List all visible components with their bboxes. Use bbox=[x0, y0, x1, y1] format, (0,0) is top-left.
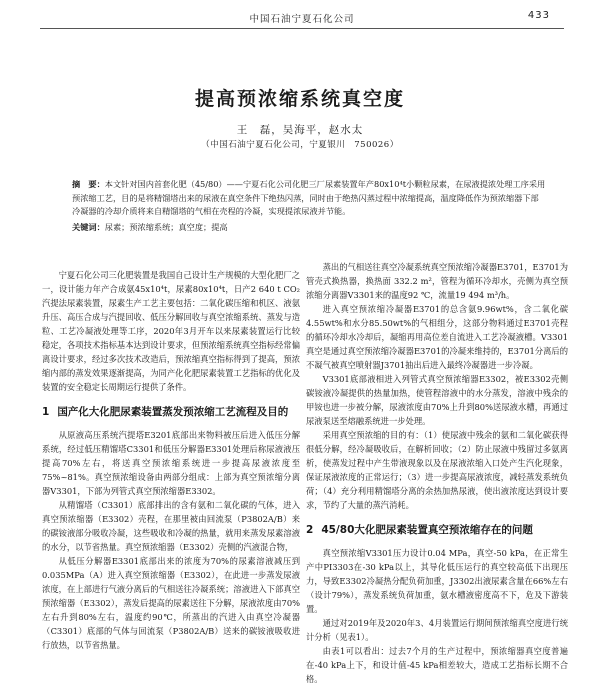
article-title: 提高预浓缩系统真空度 bbox=[194, 88, 405, 110]
right-column bbox=[306, 260, 568, 686]
affiliation: （中国石油宁夏石化公司，宁夏银川 750026） bbox=[201, 140, 399, 150]
keywords-label: 关键词： bbox=[72, 221, 105, 232]
abstract-block bbox=[72, 178, 546, 234]
section-2-paragraph-1: 真空预浓缩V3301压力设计0.04 MPa，真空-50 kPa，在正常生产中PI3303在-30 kPa以上，其导化低压运行的真空较高低下出现压力，导致E3302冷凝热分配负荷加重，J3302出液尿素含量在66%左右（设计79%），蒸发系统负荷加重，氨水槽液密度高不下，危及下游装置。 bbox=[306, 548, 568, 614]
right-paragraph-4: 采用真空预浓缩的目的有：（1）使尿液中残余的氨和二氧化碳获得很低分解，经冷凝吸收后，在解析回收；（2）防止尿液中残留过多氨离析，使蒸发过程中产生带液现象以及在尿液浓缩入口处产生汽化现象，保证尿液浓度的正常运行；（3）进一步提高尿液浓度，减轻蒸发系统负荷；（4）充分利用精馏塔分离的余热加热尿液，使出液浓度达到设计要求，节约了大量的蒸汽消耗。 bbox=[306, 430, 568, 510]
section-1-number: 1 bbox=[42, 406, 50, 418]
page-number: 433 bbox=[527, 10, 550, 21]
right-paragraph-2: 进入真空预浓缩冷凝器E3701的总含氨9.96wt%，含二氧化碳4.55wt%和水分85.50wt%的气相组分，这部分物料通过E3701壳程的循环冷却水冷却后，凝缩再用高位差自流进入工艺冷凝液槽。V3301真空是通过真空预浓缩冷凝器E3701的冷凝来维持的，E3701分离后的不凝气被真空喷射器J3701抽出后进入最终冷凝器进一步冷凝。 bbox=[306, 304, 568, 370]
section-1-heading bbox=[42, 404, 300, 420]
section-2-heading bbox=[306, 522, 568, 538]
abstract bbox=[72, 178, 546, 219]
journal-name: 中国石油宁夏石化公司 bbox=[249, 14, 355, 25]
keywords-text: 尿素；预浓缩系统；真空度；提高 bbox=[104, 221, 228, 232]
section-2-title: 45/80大化肥尿素装置真空预浓缩存在的问题 bbox=[321, 524, 533, 536]
left-column bbox=[42, 268, 300, 652]
section-2-paragraph-3: 由表1可以看出：过去7个月的生产过程中，预浓缩器真空度普遍在-40 kPa上下，和设计值-45 kPa相差较大，造成工艺指标长期不合格。 bbox=[306, 646, 568, 684]
section-1-paragraph-1: 从原液高压系统汽提塔E3201底部出来物料被压后进入低压分解系统，经过低压精馏塔C3301和低压分解器E3301处理后称尿液液压提高70%左右，将送真空预浓缩系统进一步提高尿液浓度至75%~81%。真空预浓缩设备由两部分组成：上部为真空预浓缩分离器V3301，下部为列管式真空预浓缩器E3302。 bbox=[42, 430, 300, 496]
abstract-label: 摘 要： bbox=[72, 179, 105, 189]
keywords bbox=[72, 221, 546, 235]
abstract-text: 本文针对国内首套化肥（45/80）——宁夏石化公司化肥三厂尿素装置年产80x10⁴t小颗粒尿素，在尿液提浓处理工序采用预浓缩工艺，目的是将精馏塔出来的尿液在真空条件下绝热闪蒸，同时由于绝热闪蒸过程中浓缩提高，温度降低作为预浓缩器下部冷凝器的冷却介质将来自精馏塔的气相在壳程的冷凝，实现提浓尿液并节能。 bbox=[72, 179, 546, 216]
right-paragraph-1: 蒸出的气相送往真空冷凝系统真空预浓缩冷凝器E3701，E3701为管壳式换热器，换热面 332.2 m²，管程为循环冷却水，壳侧为真空预浓缩分离器V3301来的温度92 ℃，流量19 494 m³/h。 bbox=[306, 262, 568, 300]
author-list: 王 磊，吴海平，赵水太 bbox=[236, 124, 364, 136]
intro-paragraph: 宁夏石化公司三化肥装置是我国自己设计生产规模的大型化肥厂之一，设计能力年产合成氨45x10⁴t，尿素80x10⁴t，日产2 640 t CO₂汽提法尿素装置，尿素生产工艺主要包括：二氧化碳压缩和机区、液氨升压、高压合成与汽提回收、低压分解回收与真空浓缩系统、蒸发与造粒、工艺冷凝液处理等工序，2020年3月开车以来尿素装置运行比较稳定，各项技术指标基本达到设计要求，但预浓缩系统真空指标经常偏离设计要求，经过多次技术改造后，预浓缩真空指标得到了提高，预浓缩内部的蒸发效果逐渐提高，为同产化化肥尿素装置工艺指标的优化及装置的安全稳定长周期运行提供了条件。 bbox=[42, 270, 300, 392]
section-2-paragraph-2: 通过对2019年及2020年3、4月装置运行期间预浓缩真空度进行统计分析（见表1）。 bbox=[306, 618, 568, 642]
running-header bbox=[40, 6, 564, 29]
section-2-number: 2 bbox=[306, 524, 314, 536]
right-paragraph-3: V3301底部液相进入列管式真空预浓缩器E3302，被E3302壳侧碳铵液冷凝提供的热量加热，使管程溶液中的水分蒸发，溶液中残余的甲铵也进一步被分解，尿液浓度由70%上升到80%送尿液水槽，再通过尿液泵送至熔融系统进一步处理。 bbox=[306, 374, 568, 426]
section-1-paragraph-3: 从低压分解器E3301底部出来的浓度为70%的尿素溶液减压到0.035MPa（A）进入真空预浓缩器（E3302），在此进一步蒸发尿液浓度，在上部进行气液分离后的气相送往冷凝系统；溶液进入下部真空预浓缩器（E3302），蒸发后提高的尿素送往下分解，尿液浓度由70%左右升到80%左右，温度约90℃，所蒸出的汽进入由真空冷凝器（C3301）底部的气体与回流泵（P3802A/B）送来的碳铵液吸收进行放热，以节省热量。 bbox=[42, 556, 300, 650]
section-1-paragraph-2: 从精馏塔（C3301）底部排出的含有氨和二氧化碳的气体，进入真空预浓缩器（E3302）壳程，在那里被由回流泵（P3802A/B）来的碳铵液部分吸收冷凝，这些吸收和冷凝的热量，就用来蒸发尿素溶液的水分，以节省热量。真空预浓缩器（E3302）壳侧的汽液混合物， bbox=[42, 500, 300, 552]
section-1-title: 国产化大化肥尿素装置蒸发预浓缩工艺流程及目的 bbox=[57, 406, 289, 418]
